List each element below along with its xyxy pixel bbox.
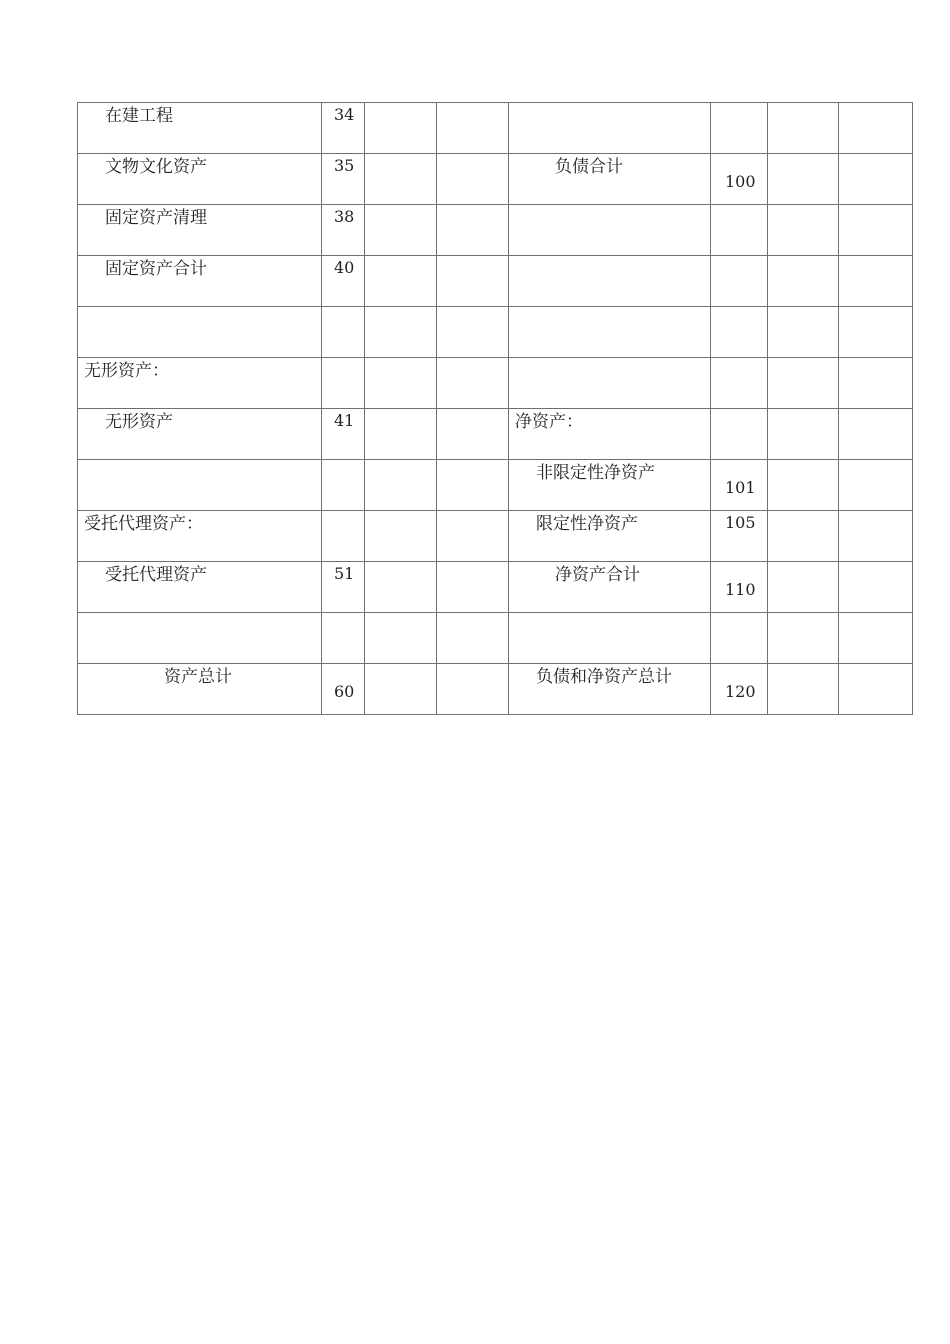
left-item-cell-text: 受托代理资产: [105, 565, 207, 585]
left-item-cell: [78, 154, 322, 205]
left-item-cell: [78, 562, 322, 613]
right-line-number-cell-text: 100: [725, 172, 756, 191]
left-ending-balance-cell: [437, 307, 509, 358]
right-ending-balance-cell: [839, 154, 913, 205]
left-item-cell-text: 在建工程: [105, 106, 173, 126]
left-ending-balance-cell: [437, 256, 509, 307]
right-ending-balance-cell: [839, 460, 913, 511]
left-item-cell-text: 受托代理资产：: [84, 514, 203, 534]
right-item-cell-text: 净资产：: [515, 412, 583, 432]
right-beginning-balance-cell: [768, 256, 839, 307]
left-ending-balance-cell: [437, 205, 509, 256]
left-item-cell: [78, 256, 322, 307]
left-item-cell: [78, 613, 322, 664]
left-beginning-balance-cell: [365, 103, 437, 154]
left-line-number-cell: [322, 205, 365, 256]
left-ending-balance-cell: [437, 562, 509, 613]
right-line-number-cell: [711, 409, 768, 460]
left-ending-balance-cell: [437, 460, 509, 511]
left-beginning-balance-cell: [365, 664, 437, 715]
right-item-cell: [509, 256, 711, 307]
left-item-cell-text: 无形资产：: [84, 361, 169, 381]
right-line-number-cell: [711, 205, 768, 256]
right-item-cell: [509, 562, 711, 613]
table-row: [78, 307, 913, 358]
right-ending-balance-cell: [839, 256, 913, 307]
left-item-cell: [78, 511, 322, 562]
left-item-cell: [78, 358, 322, 409]
right-item-cell: [509, 358, 711, 409]
right-beginning-balance-cell: [768, 307, 839, 358]
right-item-cell-text: 负债和净资产总计: [536, 667, 672, 687]
left-ending-balance-cell: [437, 103, 509, 154]
left-line-number-cell-text: 60: [334, 682, 355, 701]
left-item-cell-text: 无形资产: [105, 412, 173, 432]
right-line-number-cell: [711, 307, 768, 358]
left-line-number-cell: [322, 511, 365, 562]
right-item-cell-text: 负债合计: [555, 157, 623, 177]
left-line-number-cell: [322, 103, 365, 154]
right-beginning-balance-cell: [768, 205, 839, 256]
right-ending-balance-cell: [839, 511, 913, 562]
right-item-cell: [509, 154, 711, 205]
left-line-number-cell: [322, 562, 365, 613]
left-item-cell-text: 资产总计: [164, 667, 232, 687]
left-ending-balance-cell: [437, 511, 509, 562]
right-item-cell: [509, 511, 711, 562]
left-beginning-balance-cell: [365, 307, 437, 358]
right-item-cell-text: 限定性净资产: [536, 514, 638, 534]
left-beginning-balance-cell: [365, 154, 437, 205]
left-item-cell: [78, 409, 322, 460]
right-beginning-balance-cell: [768, 613, 839, 664]
balance-sheet-table: [77, 102, 913, 715]
right-item-cell: [509, 460, 711, 511]
left-ending-balance-cell: [437, 358, 509, 409]
right-line-number-cell: [711, 358, 768, 409]
right-item-cell: [509, 103, 711, 154]
table-row: [78, 409, 913, 460]
table-row: [78, 358, 913, 409]
right-beginning-balance-cell: [768, 664, 839, 715]
left-ending-balance-cell: [437, 664, 509, 715]
right-ending-balance-cell: [839, 307, 913, 358]
right-item-cell-text: 非限定性净资产: [536, 463, 655, 483]
table-row: [78, 103, 913, 154]
table-row: [78, 205, 913, 256]
table-body: [78, 103, 913, 715]
right-line-number-cell-text: 105: [725, 513, 756, 532]
right-line-number-cell: [711, 511, 768, 562]
table-row: [78, 256, 913, 307]
left-line-number-cell-text: 38: [334, 207, 355, 226]
left-beginning-balance-cell: [365, 460, 437, 511]
left-line-number-cell: [322, 358, 365, 409]
left-line-number-cell: [322, 409, 365, 460]
right-beginning-balance-cell: [768, 103, 839, 154]
table-row: [78, 664, 913, 715]
left-item-cell: [78, 460, 322, 511]
left-ending-balance-cell: [437, 409, 509, 460]
right-beginning-balance-cell: [768, 460, 839, 511]
right-line-number-cell-text: 101: [725, 478, 756, 497]
left-ending-balance-cell: [437, 613, 509, 664]
right-line-number-cell: [711, 154, 768, 205]
right-ending-balance-cell: [839, 205, 913, 256]
right-item-cell: [509, 205, 711, 256]
table-row: [78, 154, 913, 205]
left-beginning-balance-cell: [365, 511, 437, 562]
left-beginning-balance-cell: [365, 256, 437, 307]
left-line-number-cell-text: 35: [334, 156, 355, 175]
right-line-number-cell: [711, 664, 768, 715]
left-line-number-cell: [322, 460, 365, 511]
left-ending-balance-cell: [437, 154, 509, 205]
left-line-number-cell-text: 51: [334, 564, 355, 583]
left-line-number-cell-text: 40: [334, 258, 355, 277]
right-ending-balance-cell: [839, 562, 913, 613]
left-line-number-cell: [322, 613, 365, 664]
right-beginning-balance-cell: [768, 154, 839, 205]
table-row: [78, 562, 913, 613]
right-item-cell: [509, 307, 711, 358]
left-beginning-balance-cell: [365, 205, 437, 256]
right-beginning-balance-cell: [768, 409, 839, 460]
left-item-cell-text: 固定资产清理: [105, 208, 207, 228]
left-beginning-balance-cell: [365, 562, 437, 613]
left-line-number-cell: [322, 307, 365, 358]
right-line-number-cell: [711, 613, 768, 664]
right-ending-balance-cell: [839, 613, 913, 664]
right-beginning-balance-cell: [768, 358, 839, 409]
left-beginning-balance-cell: [365, 409, 437, 460]
left-item-cell-text: 文物文化资产: [105, 157, 207, 177]
left-line-number-cell-text: 34: [334, 105, 355, 124]
left-item-cell: [78, 205, 322, 256]
right-ending-balance-cell: [839, 409, 913, 460]
left-line-number-cell: [322, 664, 365, 715]
table-row: [78, 511, 913, 562]
right-line-number-cell: [711, 103, 768, 154]
right-ending-balance-cell: [839, 664, 913, 715]
left-line-number-cell-text: 41: [334, 411, 355, 430]
table-row: [78, 460, 913, 511]
table-row: [78, 613, 913, 664]
left-beginning-balance-cell: [365, 613, 437, 664]
left-item-cell: [78, 664, 322, 715]
left-line-number-cell: [322, 256, 365, 307]
right-beginning-balance-cell: [768, 562, 839, 613]
right-ending-balance-cell: [839, 103, 913, 154]
right-line-number-cell: [711, 460, 768, 511]
right-item-cell-text: 净资产合计: [555, 565, 640, 585]
right-beginning-balance-cell: [768, 511, 839, 562]
left-item-cell: [78, 103, 322, 154]
right-line-number-cell-text: 120: [725, 682, 756, 701]
left-beginning-balance-cell: [365, 358, 437, 409]
right-item-cell: [509, 613, 711, 664]
right-line-number-cell: [711, 562, 768, 613]
right-line-number-cell: [711, 256, 768, 307]
left-line-number-cell: [322, 154, 365, 205]
left-item-cell-text: 固定资产合计: [105, 259, 207, 279]
left-item-cell: [78, 307, 322, 358]
right-line-number-cell-text: 110: [725, 580, 756, 599]
right-item-cell: [509, 409, 711, 460]
right-ending-balance-cell: [839, 358, 913, 409]
right-item-cell: [509, 664, 711, 715]
